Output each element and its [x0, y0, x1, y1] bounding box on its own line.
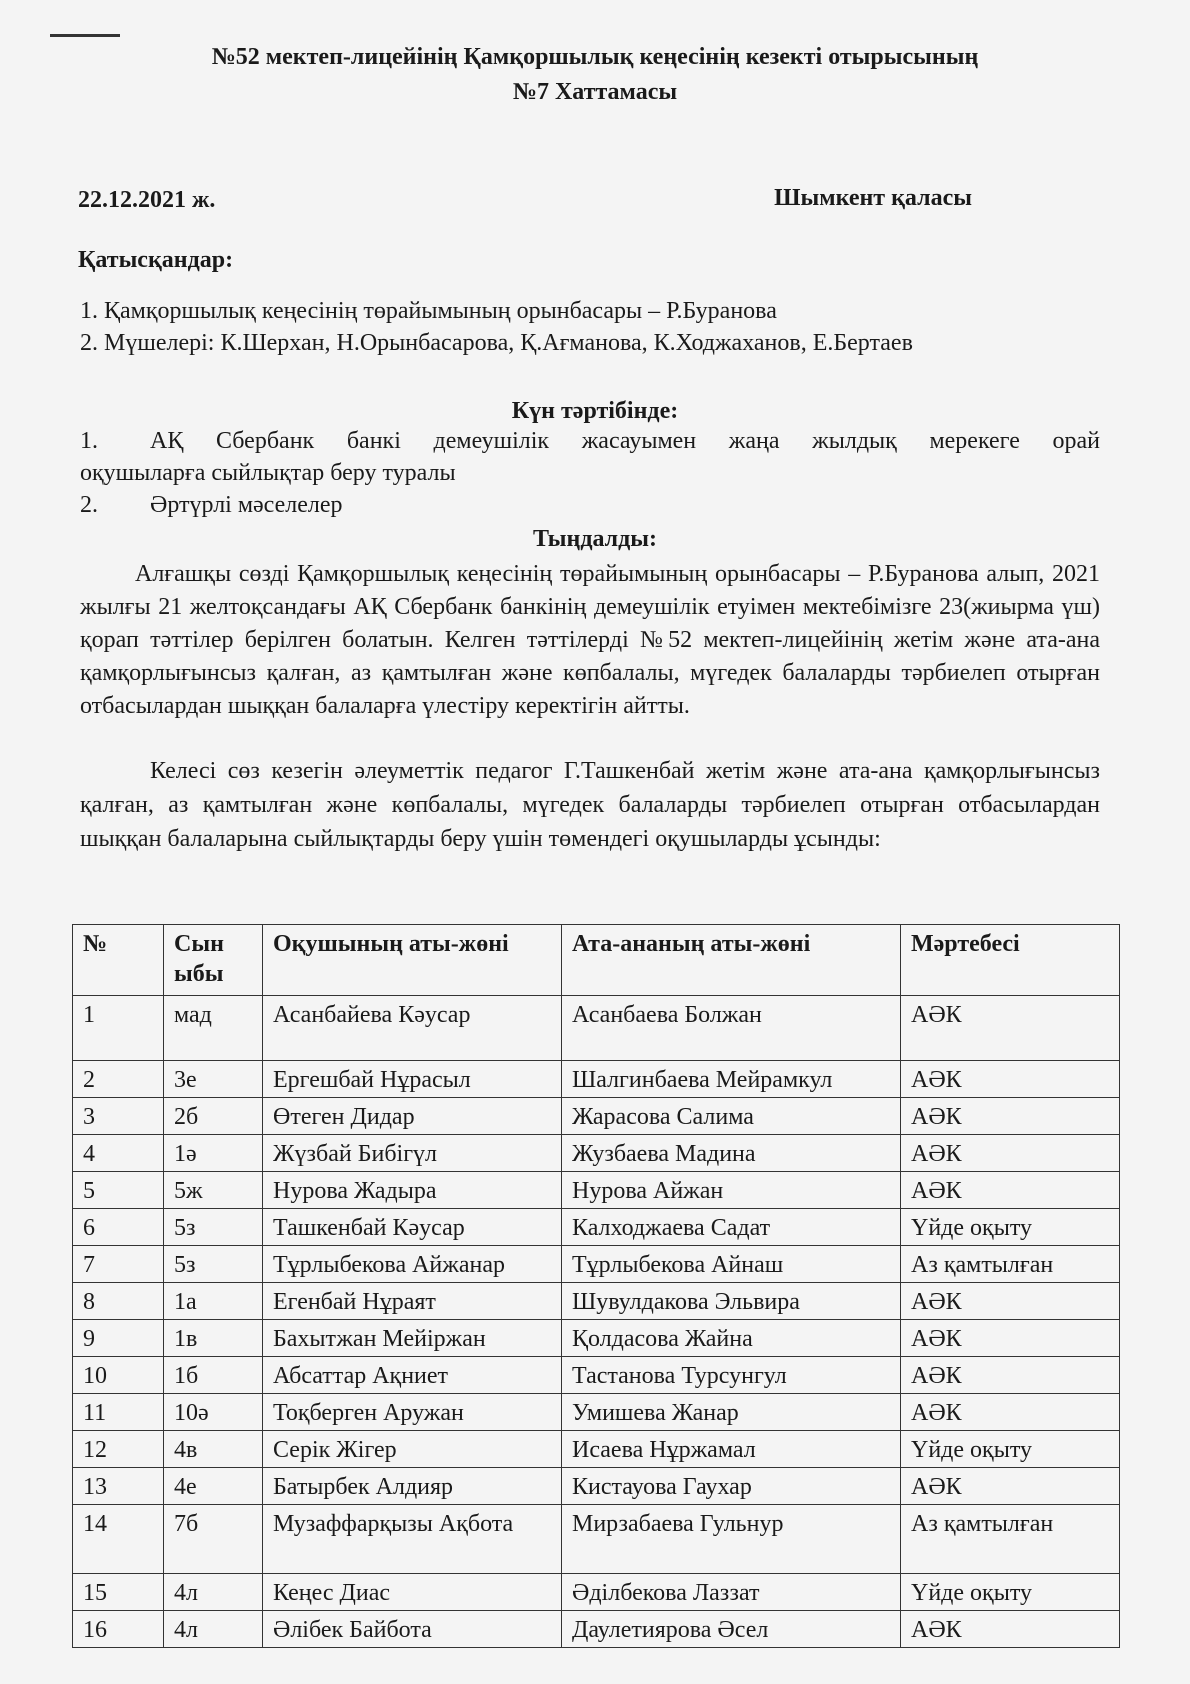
protocol-city: Шымкент қаласы: [774, 185, 972, 211]
cell-status: Үйде оқыту: [901, 1574, 1120, 1611]
cell-parent-name: Мирзабаева Гульнур: [562, 1505, 901, 1574]
table-row: [73, 1209, 1120, 1246]
table-row: [73, 1574, 1120, 1611]
cell-student-name: Жүзбай Бибігүл: [263, 1135, 562, 1172]
cell-parent-name: Исаева Нұржамал: [562, 1431, 901, 1468]
cell-status: АӘК: [901, 1172, 1120, 1209]
document-title-line2: №7 Хаттамасы: [512, 79, 678, 105]
cell-status: Аз қамтылған: [901, 1505, 1120, 1574]
table-row: [73, 1172, 1120, 1209]
heard-heading: Тыңдалды:: [532, 526, 658, 552]
cell-class: 5ж: [164, 1172, 263, 1209]
cell-student-name: Серік Жігер: [263, 1431, 562, 1468]
cell-parent-name: Кистауова Гаухар: [562, 1468, 901, 1505]
cell-parent-name: Жузбаева Мадина: [562, 1135, 901, 1172]
table-row: [73, 1246, 1120, 1283]
cell-student-name: Өтеген Дидар: [263, 1098, 562, 1135]
cell-parent-name: Асанбаева Болжан: [562, 996, 901, 1061]
cell-number: 13: [73, 1468, 164, 1505]
cell-class: 10ә: [164, 1394, 263, 1431]
cell-parent-name: Шалгинбаева Мейрамкул: [562, 1061, 901, 1098]
cell-number: 10: [73, 1357, 164, 1394]
cell-number: 5: [73, 1172, 164, 1209]
participants-heading: Қатысқандар:: [78, 247, 234, 273]
cell-class: 4е: [164, 1468, 263, 1505]
cell-number: 12: [73, 1431, 164, 1468]
cell-parent-name: Тастанова Турсунгул: [562, 1357, 901, 1394]
table-body: [73, 996, 1120, 1648]
agenda-item1-number: 1.: [80, 428, 98, 454]
cell-status: АӘК: [901, 1394, 1120, 1431]
cell-student-name: Әлібек Байбота: [263, 1611, 562, 1648]
header-class-line1: Сын: [174, 931, 224, 957]
cell-student-name: Ташкенбай Кәусар: [263, 1209, 562, 1246]
cell-status: Аз қамтылған: [901, 1246, 1120, 1283]
agenda-item2-text: Әртүрлі мәселелер: [150, 492, 343, 518]
cell-number: 6: [73, 1209, 164, 1246]
cell-class: 1а: [164, 1283, 263, 1320]
cell-student-name: Абсаттар Ақниет: [263, 1357, 562, 1394]
cell-class: 5з: [164, 1246, 263, 1283]
cell-status: АӘК: [901, 1611, 1120, 1648]
cell-student-name: Нурова Жадыра: [263, 1172, 562, 1209]
cell-student-name: Ергешбай Нұрасыл: [263, 1061, 562, 1098]
header-class-line2: ыбы: [174, 961, 224, 987]
participant-members: 2. Мүшелері: К.Шерхан, Н.Орынбасарова, Қ.Ағманова, К.Ходжаханов, Е.Бертаев: [80, 330, 913, 356]
cell-number: 9: [73, 1320, 164, 1357]
header-student-name: Оқушының аты-жөні: [263, 925, 562, 996]
cell-parent-name: Даулетиярова Әсел: [562, 1611, 901, 1648]
agenda-item1-line1: АҚ Сбербанк банкі демеушілік жасауымен жаңа жылдық мерекеге орай: [150, 428, 1100, 454]
cell-number: 11: [73, 1394, 164, 1431]
cell-class: 4в: [164, 1431, 263, 1468]
cell-student-name: Асанбайева Кәусар: [263, 996, 562, 1061]
heard-paragraph-2: Келесі сөз кезегін әлеуметтік педагог Г.Ташкенбай жетім және ата-ана қамқорлығынсыз қалған, аз қамтылған және көпбалалы, мүгедек балаларды тәрбиелеп отырған отбасылардан шыққан балаларына сыйлықтарды беру үшін төмендегі оқушыларды ұсынды:: [80, 758, 1100, 852]
table-row: [73, 1098, 1120, 1135]
cell-class: мад: [164, 996, 263, 1061]
cell-status: АӘК: [901, 1098, 1120, 1135]
header-number: №: [73, 925, 164, 996]
cell-number: 2: [73, 1061, 164, 1098]
cell-class: 3е: [164, 1061, 263, 1098]
cell-parent-name: Әділбекова Лаззат: [562, 1574, 901, 1611]
cell-class: 1в: [164, 1320, 263, 1357]
cell-number: 15: [73, 1574, 164, 1611]
cell-class: 5з: [164, 1209, 263, 1246]
heard-paragraph-1: Алғашқы сөзді Қамқоршылық кеңесінің төрайымының орынбасары – Р.Буранова алып, 2021 жылғы 21 желтоқсандағы АҚ Сбербанк банкінің демеушілік етуімен мектебімізге 23(жиырма үш) қорап тәттілер берілген болатын. Келген тәттілерді №52 мектеп-лицейінің жетім және ата-ана қамқорлығынсыз қалған, аз қамтылған және көпбалалы, мүгедек балаларды тәрбиелеп отырған отбасылардан шыққан балаларға үлестіру керектігін айтты.: [80, 561, 1100, 719]
table-row: [73, 1357, 1120, 1394]
agenda-heading: Күн тәртібінде:: [511, 398, 679, 424]
cell-class: 4л: [164, 1574, 263, 1611]
agenda-item2-number: 2.: [80, 492, 98, 518]
cell-status: АӘК: [901, 1135, 1120, 1172]
cell-number: 14: [73, 1505, 164, 1574]
agenda-item1-line2: оқушыларға сыйлықтар беру туралы: [80, 460, 456, 486]
cell-student-name: Тұрлыбекова Айжанар: [263, 1246, 562, 1283]
cell-student-name: Музаффарқызы Ақбота: [263, 1505, 562, 1574]
header-parent-name: Ата-ананың аты-жөні: [562, 925, 901, 996]
cell-status: АӘК: [901, 1357, 1120, 1394]
cell-class: 1ә: [164, 1135, 263, 1172]
cell-class: 4л: [164, 1611, 263, 1648]
cell-status: Үйде оқыту: [901, 1209, 1120, 1246]
cell-number: 1: [73, 996, 164, 1061]
participant-chair: 1. Қамқоршылық кеңесінің төрайымының орынбасары – Р.Буранова: [80, 298, 777, 324]
cell-number: 3: [73, 1098, 164, 1135]
table-row: [73, 1611, 1120, 1648]
cell-student-name: Егенбай Нұраят: [263, 1283, 562, 1320]
document-title-line1: №52 мектеп-лицейінің Қамқоршылық кеңесінің кезекті отырысының: [211, 44, 979, 70]
cell-class: 1б: [164, 1357, 263, 1394]
table-row: [73, 1394, 1120, 1431]
table-row: [73, 1320, 1120, 1357]
table-row: [73, 1283, 1120, 1320]
table-row: [73, 996, 1120, 1061]
table-row: [73, 1061, 1120, 1098]
cell-student-name: Кеңес Диас: [263, 1574, 562, 1611]
cell-status: АӘК: [901, 996, 1120, 1061]
cell-parent-name: Тұрлыбекова Айнаш: [562, 1246, 901, 1283]
cell-class: 2б: [164, 1098, 263, 1135]
cell-class: 7б: [164, 1505, 263, 1574]
header-class: [164, 925, 263, 996]
cell-student-name: Батырбек Алдияр: [263, 1468, 562, 1505]
cell-status: АӘК: [901, 1283, 1120, 1320]
table-row: [73, 1431, 1120, 1468]
table-header-row: [73, 925, 1120, 996]
cell-status: АӘК: [901, 1061, 1120, 1098]
cell-student-name: Бахытжан Мейіржан: [263, 1320, 562, 1357]
cell-student-name: Тоқберген Аружан: [263, 1394, 562, 1431]
cell-number: 4: [73, 1135, 164, 1172]
cell-parent-name: Жарасова Салима: [562, 1098, 901, 1135]
cell-number: 7: [73, 1246, 164, 1283]
cell-parent-name: Калходжаева Садат: [562, 1209, 901, 1246]
cell-status: АӘК: [901, 1468, 1120, 1505]
protocol-date: 22.12.2021 ж.: [78, 187, 216, 213]
cell-parent-name: Шувулдакова Эльвира: [562, 1283, 901, 1320]
cell-number: 16: [73, 1611, 164, 1648]
cell-status: Үйде оқыту: [901, 1431, 1120, 1468]
table-row: [73, 1505, 1120, 1574]
table-row: [73, 1135, 1120, 1172]
corner-mark: [50, 34, 120, 37]
header-status: Мәртебесі: [901, 925, 1120, 996]
cell-status: АӘК: [901, 1320, 1120, 1357]
table-row: [73, 1468, 1120, 1505]
cell-parent-name: Қолдасова Жайна: [562, 1320, 901, 1357]
cell-parent-name: Умишева Жанар: [562, 1394, 901, 1431]
students-table: [72, 924, 1120, 1648]
cell-number: 8: [73, 1283, 164, 1320]
cell-parent-name: Нурова Айжан: [562, 1172, 901, 1209]
